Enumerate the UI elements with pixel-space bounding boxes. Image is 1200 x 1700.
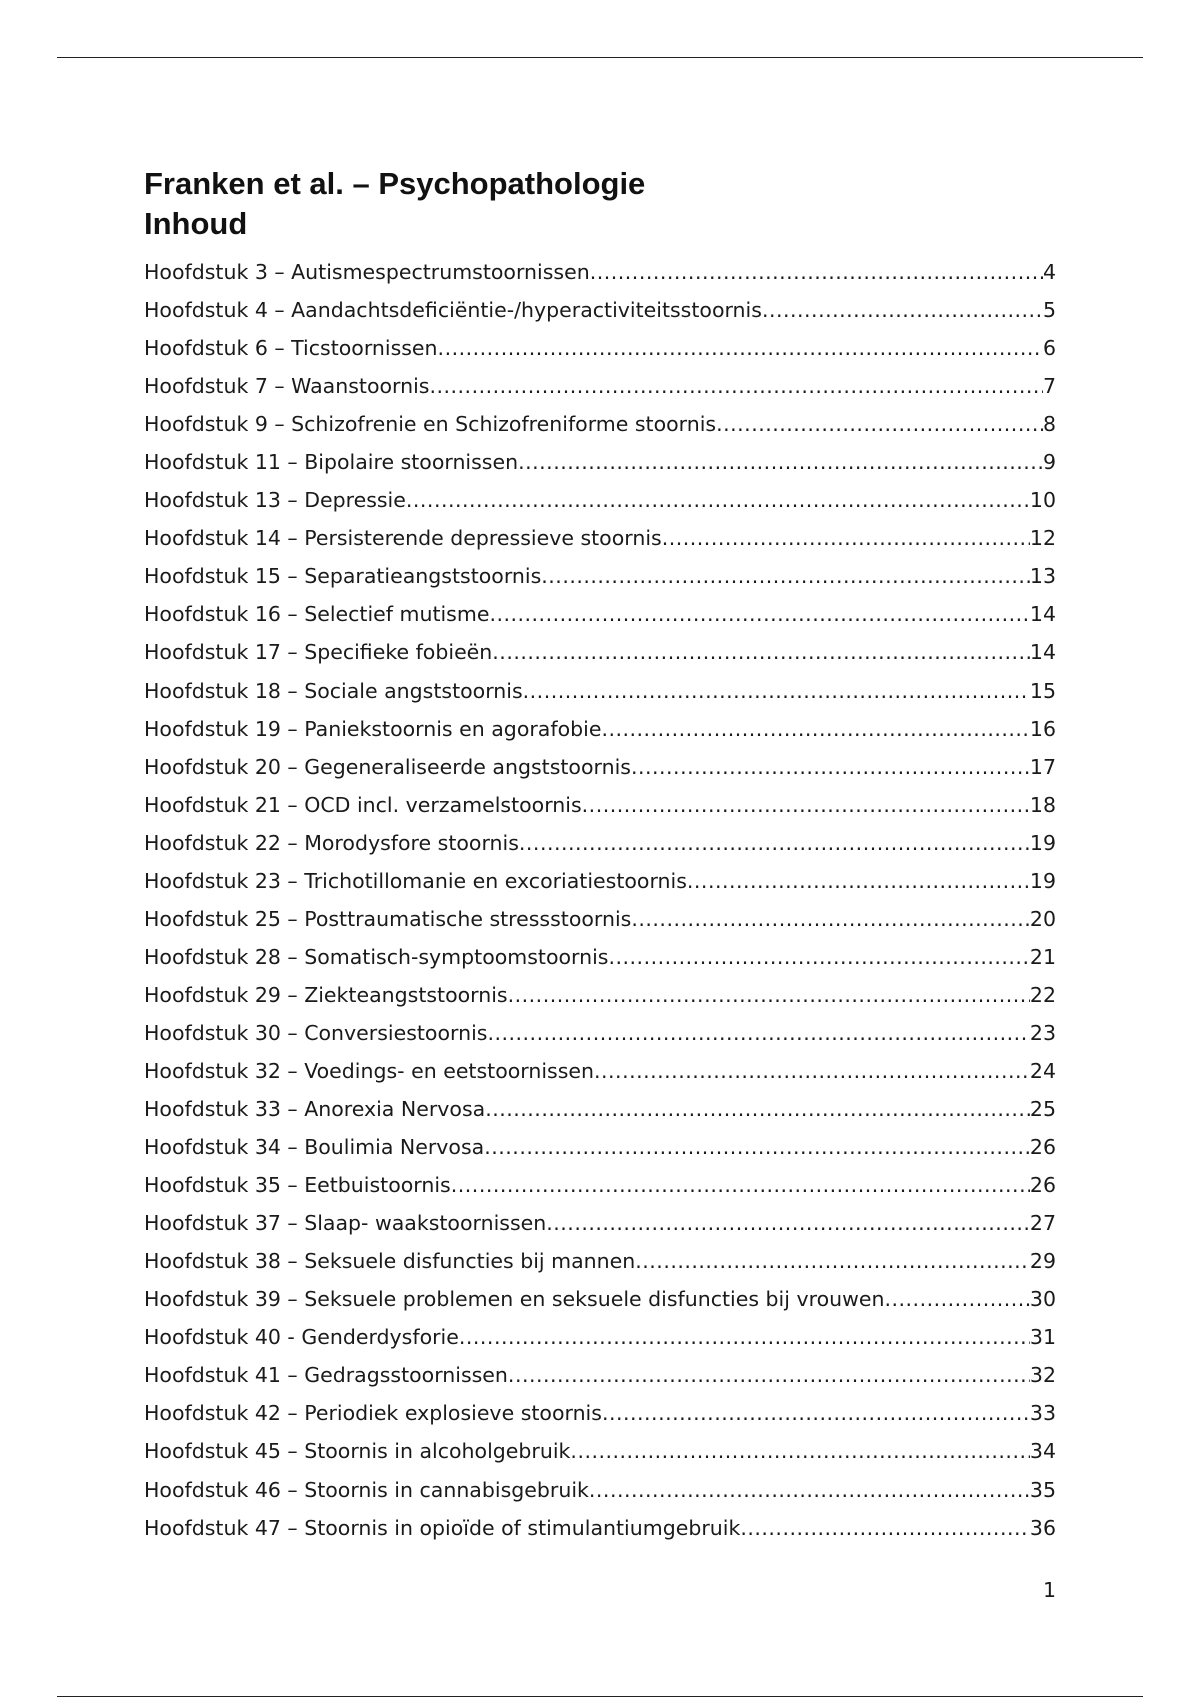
toc-dot-leader — [662, 519, 1030, 557]
toc-entry[interactable] — [144, 253, 1056, 291]
toc-entry[interactable] — [144, 557, 1056, 595]
toc-entry[interactable] — [144, 1509, 1056, 1547]
toc-entry-title: Hoofdstuk 46 – Stoornis in cannabisgebruik — [144, 1477, 589, 1502]
toc-entry-title: Hoofdstuk 16 – Selectief mutisme — [144, 602, 490, 627]
toc-entry-title: Hoofdstuk 35 – Eetbuistoornis — [144, 1173, 451, 1198]
toc-dot-leader — [884, 1280, 1029, 1318]
toc-dot-leader — [635, 1242, 1030, 1280]
toc-dot-leader — [451, 1166, 1030, 1204]
toc-dot-leader — [687, 862, 1030, 900]
toc-entry-page: 24 — [1029, 1058, 1056, 1083]
toc-dot-leader — [438, 329, 1043, 367]
toc-entry-page: 22 — [1029, 982, 1056, 1007]
toc-entry-page: 19 — [1029, 830, 1056, 855]
toc-entry-title: Hoofdstuk 29 – Ziekteangststoornis — [144, 982, 508, 1007]
toc-entry[interactable] — [144, 976, 1056, 1014]
toc-entry-title: Hoofdstuk 13 – Depressie — [144, 488, 406, 513]
toc-entry-page: 32 — [1029, 1363, 1056, 1388]
toc-entry-title: Hoofdstuk 42 – Periodiek explosieve stoornis — [144, 1401, 602, 1426]
toc-entry[interactable] — [144, 367, 1056, 405]
document-title: Franken et al. – Psychopathologie — [144, 166, 646, 201]
toc-entry-title: Hoofdstuk 7 – Waanstoornis — [144, 374, 430, 399]
toc-entry[interactable] — [144, 329, 1056, 367]
toc-entry-page: 15 — [1029, 678, 1056, 703]
toc-entry-title: Hoofdstuk 32 – Voedings- en eetstoornissen — [144, 1058, 594, 1083]
toc-entry-page: 25 — [1029, 1097, 1056, 1122]
toc-entry-title: Hoofdstuk 47 – Stoornis in opioïde of stimulantiumgebruik — [144, 1515, 741, 1540]
toc-entry-page: 26 — [1029, 1135, 1056, 1160]
toc-entry-page: 35 — [1029, 1477, 1056, 1502]
toc-entry-title: Hoofdstuk 23 – Trichotillomanie en excoriatiestoornis — [144, 868, 687, 893]
toc-entry-page: 5 — [1042, 298, 1056, 323]
toc-dot-leader — [492, 633, 1030, 671]
toc-entry[interactable] — [144, 443, 1056, 481]
toc-entry[interactable] — [144, 1280, 1056, 1318]
toc-entry[interactable] — [144, 291, 1056, 329]
toc-entry-page: 18 — [1029, 792, 1056, 817]
toc-dot-leader — [485, 1090, 1030, 1128]
toc-entry[interactable] — [144, 1014, 1056, 1052]
table-of-contents — [144, 253, 1056, 1547]
toc-dot-leader — [631, 900, 1030, 938]
toc-entry[interactable] — [144, 1090, 1056, 1128]
toc-dot-leader — [519, 824, 1030, 862]
toc-heading: Inhoud — [144, 206, 248, 241]
toc-entry-title: Hoofdstuk 9 – Schizofrenie en Schizofreniforme stoornis — [144, 412, 717, 437]
toc-entry-page: 29 — [1029, 1249, 1056, 1274]
toc-entry[interactable] — [144, 1242, 1056, 1280]
toc-entry-title: Hoofdstuk 15 – Separatieangststoornis — [144, 564, 542, 589]
toc-dot-leader — [429, 367, 1042, 405]
toc-entry[interactable] — [144, 786, 1056, 824]
toc-dot-leader — [740, 1509, 1030, 1547]
toc-entry-page: 14 — [1029, 640, 1056, 665]
toc-dot-leader — [508, 976, 1030, 1014]
toc-entry-title: Hoofdstuk 17 – Specifieke fobieën — [144, 640, 493, 665]
toc-entry-title: Hoofdstuk 28 – Somatisch-symptoomstoornis — [144, 944, 609, 969]
toc-dot-leader — [541, 557, 1030, 595]
toc-entry-page: 12 — [1029, 526, 1056, 551]
toc-entry-title: Hoofdstuk 39 – Seksuele problemen en seksuele disfuncties bij vrouwen — [144, 1287, 885, 1312]
toc-entry-page: 36 — [1029, 1515, 1056, 1540]
toc-dot-leader — [594, 1052, 1030, 1090]
toc-dot-leader — [508, 1356, 1030, 1394]
toc-entry[interactable] — [144, 1471, 1056, 1509]
toc-entry-title: Hoofdstuk 19 – Paniekstoornis en agorafobie — [144, 716, 602, 741]
toc-entry-title: Hoofdstuk 20 – Gegeneraliseerde angststoornis — [144, 754, 631, 779]
toc-entry-page: 23 — [1029, 1020, 1056, 1045]
toc-entry[interactable] — [144, 1204, 1056, 1242]
toc-entry-page: 17 — [1029, 754, 1056, 779]
toc-entry-title: Hoofdstuk 3 – Autismespectrumstoornissen — [144, 260, 590, 284]
toc-entry-page: 14 — [1029, 602, 1056, 627]
header-rule — [57, 57, 1143, 58]
toc-dot-leader — [487, 1014, 1029, 1052]
toc-entry[interactable] — [144, 595, 1056, 633]
toc-entry-title: Hoofdstuk 45 – Stoornis in alcoholgebruik — [144, 1439, 571, 1464]
toc-entry-page: 7 — [1042, 374, 1056, 399]
toc-dot-leader — [716, 405, 1043, 443]
toc-entry[interactable] — [144, 862, 1056, 900]
toc-entry[interactable] — [144, 672, 1056, 710]
toc-dot-leader — [570, 1432, 1029, 1470]
toc-entry[interactable] — [144, 824, 1056, 862]
toc-entry[interactable] — [144, 1128, 1056, 1166]
toc-entry[interactable] — [144, 1166, 1056, 1204]
toc-dot-leader — [631, 748, 1030, 786]
toc-entry[interactable] — [144, 633, 1056, 671]
toc-entry-page: 19 — [1029, 868, 1056, 893]
toc-entry-title: Hoofdstuk 22 – Morodysfore stoornis — [144, 830, 519, 855]
toc-dot-leader — [608, 938, 1029, 976]
toc-entry-title: Hoofdstuk 18 – Sociale angststoornis — [144, 678, 523, 703]
toc-entry-title: Hoofdstuk 14 – Persisterende depressieve stoornis — [144, 526, 662, 551]
toc-entry-title: Hoofdstuk 30 – Conversiestoornis — [144, 1020, 488, 1045]
toc-dot-leader — [582, 786, 1030, 824]
toc-dot-leader — [589, 1471, 1030, 1509]
toc-dot-leader — [406, 481, 1030, 519]
toc-entry-page: 30 — [1029, 1287, 1056, 1312]
toc-dot-leader — [459, 1318, 1030, 1356]
toc-entry-page: 27 — [1029, 1211, 1056, 1236]
toc-entry-title: Hoofdstuk 41 – Gedragsstoornissen — [144, 1363, 508, 1388]
toc-dot-leader — [523, 672, 1030, 710]
toc-dot-leader — [489, 595, 1029, 633]
footer-rule — [57, 1696, 1143, 1697]
toc-entry[interactable] — [144, 1432, 1056, 1470]
toc-entry[interactable] — [144, 405, 1056, 443]
toc-entry-page: 16 — [1029, 716, 1056, 741]
toc-entry-page: 4 — [1042, 260, 1056, 284]
toc-entry-page: 13 — [1029, 564, 1056, 589]
toc-entry[interactable] — [144, 1356, 1056, 1394]
toc-dot-leader — [762, 291, 1043, 329]
toc-entry[interactable] — [144, 481, 1056, 519]
toc-entry-title: Hoofdstuk 34 – Boulimia Nervosa — [144, 1135, 485, 1160]
toc-entry[interactable] — [144, 519, 1056, 557]
toc-entry-title: Hoofdstuk 37 – Slaap- waakstoornissen — [144, 1211, 547, 1236]
toc-entry-title: Hoofdstuk 6 – Ticstoornissen — [144, 336, 438, 361]
toc-entry-page: 21 — [1029, 944, 1056, 969]
toc-entry-title: Hoofdstuk 21 – OCD incl. verzamelstoornis — [144, 792, 582, 817]
toc-entry-page: 34 — [1029, 1439, 1056, 1464]
toc-dot-leader — [484, 1128, 1030, 1166]
toc-entry-title: Hoofdstuk 38 – Seksuele disfuncties bij mannen — [144, 1249, 636, 1274]
toc-dot-leader — [590, 253, 1043, 291]
toc-entry[interactable] — [144, 900, 1056, 938]
toc-entry-page: 10 — [1029, 488, 1056, 513]
toc-dot-leader — [602, 1394, 1030, 1432]
toc-entry-title: Hoofdstuk 11 – Bipolaire stoornissen — [144, 450, 519, 475]
toc-entry-page: 31 — [1029, 1325, 1056, 1350]
toc-entry-page: 33 — [1029, 1401, 1056, 1426]
toc-entry-page: 6 — [1042, 336, 1056, 361]
toc-entry-page: 8 — [1042, 412, 1056, 437]
toc-entry[interactable] — [144, 748, 1056, 786]
toc-entry[interactable] — [144, 1394, 1056, 1432]
toc-entry[interactable] — [144, 938, 1056, 976]
toc-dot-leader — [546, 1204, 1030, 1242]
toc-entry-title: Hoofdstuk 4 – Aandachtsdeficiëntie-/hyperactiviteitsstoornis — [144, 298, 762, 323]
toc-entry-page: 26 — [1029, 1173, 1056, 1198]
toc-entry-title: Hoofdstuk 25 – Posttraumatische stressstoornis — [144, 906, 632, 931]
toc-dot-leader — [518, 443, 1043, 481]
toc-entry-page: 9 — [1042, 450, 1056, 475]
toc-entry-page: 20 — [1029, 906, 1056, 931]
toc-entry[interactable] — [144, 1318, 1056, 1356]
toc-entry-title: Hoofdstuk 40 - Genderdysforie — [144, 1325, 459, 1350]
page-number: 1 — [1042, 1578, 1056, 1602]
toc-entry[interactable] — [144, 1052, 1056, 1090]
toc-dot-leader — [601, 710, 1029, 748]
toc-entry-title: Hoofdstuk 33 – Anorexia Nervosa — [144, 1097, 486, 1122]
toc-entry[interactable] — [144, 710, 1056, 748]
